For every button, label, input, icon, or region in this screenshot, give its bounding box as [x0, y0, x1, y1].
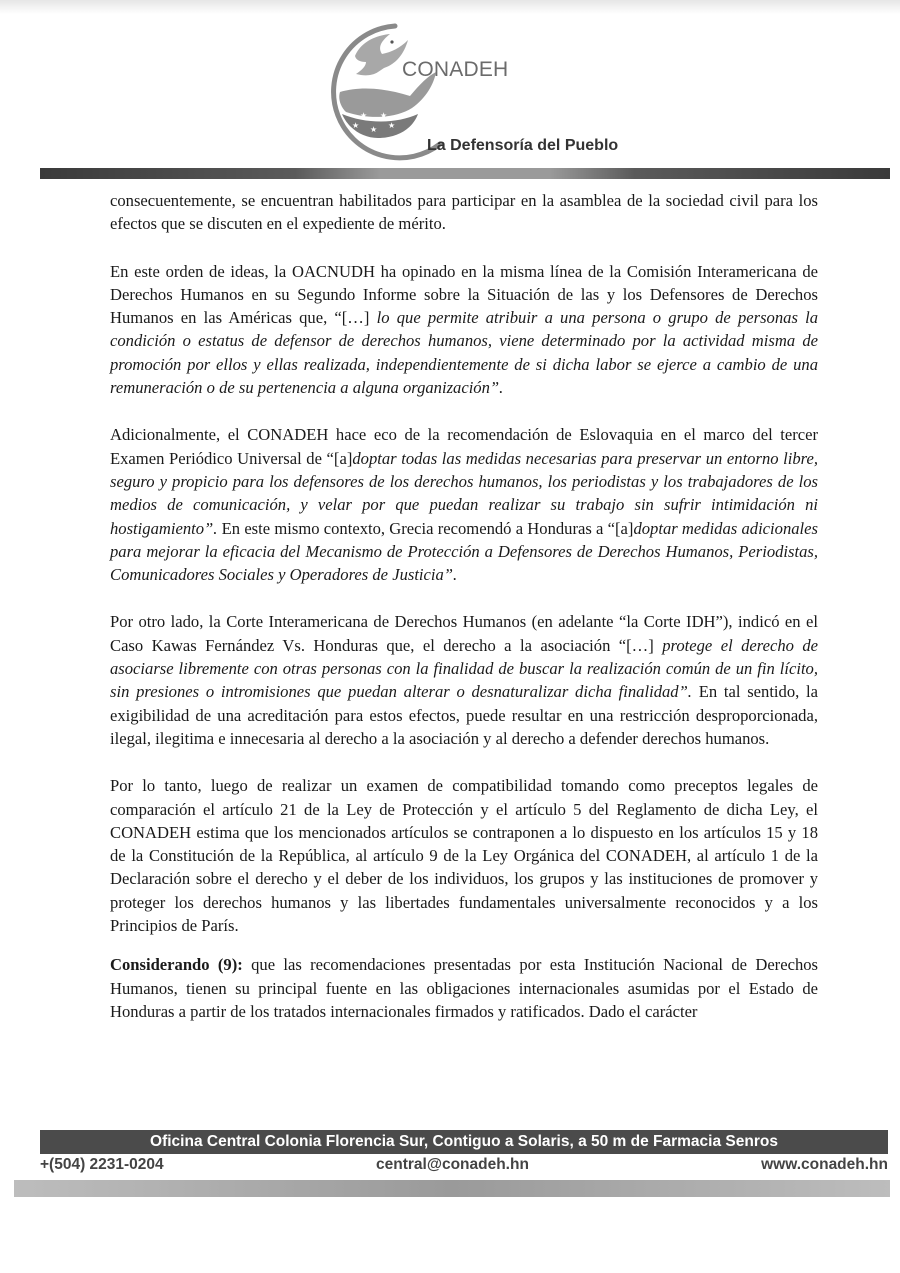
- footer-address: Oficina Central Colonia Florencia Sur, Contiguo a Solaris, a 50 m de Farmacia Senros: [150, 1133, 778, 1150]
- paragraph-text: que las recomendaciones presentadas por esta Institución Nacional de Derechos Humanos, tienen su principal fuente en las obligaciones internacionales asumidas por el Estado de Honduras a partir de los tratados internacionales firmados y ratificados. Dado el carácter: [110, 955, 818, 1021]
- paragraph-text: Adicionalmente, el CONADEH hace eco de la recomendación de Eslovaquia en el marco del tercer Examen Periódico Universal de “[a]: [110, 425, 818, 468]
- quoted-text: doptar medidas adicionales para mejorar la eficacia del Mecanismo de Protección a Defensores de Derechos Humanos, Periodistas, Comunicadores Sociales y Operadores de Justicia”.: [110, 518, 818, 585]
- paragraph-text: Por lo tanto, luego de realizar un examen de compatibilidad tomando como preceptos legales de comparación el artículo 21 de la Ley de Protección y el artículo 5 del Reglamento de dicha Ley, el CONADEH estima que los mencionados artículos se contraponen a lo dispuesto en los artículos 15 y 18 de la Constitución de la República, al artículo 9 de la Ley Orgánica del CONADEH, al artículo 1 de la Declaración sobre el derecho y el deber de los individuos, los grupos y las instituciones de promover y proteger los derechos humanos y las libertades fundamentales universalmente reconocidos y a los Principios de París.: [110, 776, 818, 936]
- paragraph-text: Por otro lado, la Corte Interamericana de Derechos Humanos (en adelante “la Corte IDH”), indicó en el Caso Kawas Fernández Vs. Honduras que, el derecho a la asociación “[…]: [110, 612, 818, 655]
- footer-address-bar: [40, 1130, 888, 1154]
- quoted-text: protege el derecho de asociarse libremente con otras personas con la finalidad de buscar la realización común de un fin lícito, sin presiones o intromisiones que puedan alterar o desnaturalizar dicha finalidad”.: [110, 635, 819, 702]
- svg-text:★: ★: [352, 121, 360, 130]
- svg-text:★: ★: [370, 125, 378, 134]
- body-paragraph: [110, 953, 818, 1023]
- paragraph-text: En este mismo contexto, Grecia recomendó a Honduras a “[a]: [217, 518, 634, 538]
- body-paragraph: [110, 260, 818, 400]
- body-paragraph: [110, 189, 818, 236]
- conadeh-logo: [300, 14, 640, 164]
- footer-email-link[interactable]: central@conadeh.hn: [376, 1156, 529, 1173]
- quoted-text: doptar todas las medidas necesarias para preservar un entorno libre, seguro y propicio para los defensores de los derechos humanos, los periodistas y los trabajadores de los medios de comunicación, y velar por que puedan realizar su trabajo sin sufrir intimidación ni hostigamiento”.: [110, 448, 819, 538]
- svg-text:★: ★: [380, 111, 388, 120]
- paragraph-text: En tal sentido, la exigibilidad de una acreditación para estos efectos, puede resultar en una restricción desproporcionada, ilegal, ilegitima e innecesaria al derecho a la asociación y al derecho a defender derechos humanos.: [110, 682, 819, 748]
- quoted-text: lo que permite atribuir a una persona o grupo de personas la condición o estatus de defensor de derechos humanos, viene determinado por la actividad misma de promoción por ellos y ellas realizada, independientemente de si dicha labor se ejerce a cambio de una remuneración o de su pertenencia a alguna organización”.: [110, 308, 818, 398]
- footer-phone: +(504) 2231-0204: [40, 1156, 164, 1173]
- paragraph-text: En este orden de ideas, la OACNUDH ha opinado en la misma línea de la Comisión Interamericana de Derechos Humanos en su Segundo Informe sobre la Situación de las y los Defensores de Derechos Humanos en las Américas que, “[…]: [110, 261, 818, 328]
- brand-tagline: La Defensoría del Pueblo: [427, 137, 619, 154]
- svg-text:★: ★: [388, 121, 396, 130]
- brand-name: CONADEH: [402, 58, 509, 81]
- document-body: [110, 189, 818, 1047]
- paragraph-heading: Considerando (9):: [110, 955, 243, 975]
- body-paragraph: [110, 610, 818, 750]
- footer-website-link[interactable]: www.conadeh.hn: [761, 1156, 888, 1173]
- body-paragraph: [110, 423, 818, 586]
- footer-contacts: [40, 1156, 888, 1178]
- svg-text:★: ★: [360, 111, 368, 120]
- header-divider-bar: [40, 168, 890, 179]
- paragraph-text: consecuentemente, se encuentran habilitados para participar en la asamblea de la sociedad civil para los efectos que se discuten en el expediente de mérito.: [110, 191, 818, 234]
- footer-gray-band: [14, 1180, 890, 1197]
- body-paragraph: [110, 774, 818, 937]
- page-edge-shadow: [0, 0, 900, 14]
